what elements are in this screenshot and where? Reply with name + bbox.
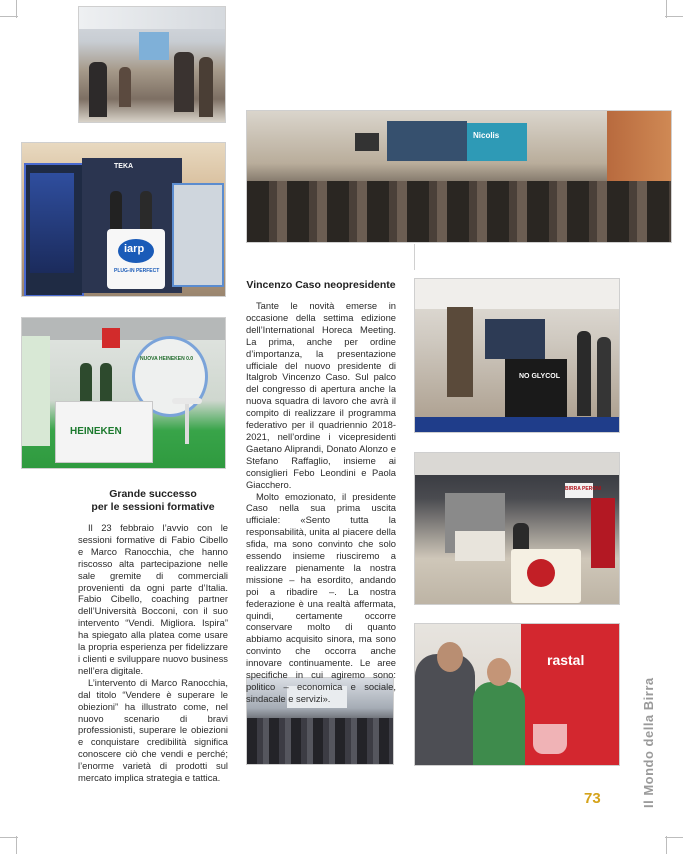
photo-rastal-booth [414, 623, 620, 766]
teka-brand-text: TEKA [114, 163, 134, 170]
photo-crowd [246, 110, 672, 243]
paragraph: Molto emozionato, il presidente Caso nella sua prima uscita ufficiale: «Sento tutta la responsabilità, unita al piacere della sfida, ma sono convinto che solo essendo insieme riusciremo a realizzare pienamente la nostra missione – ha esordito, andando poi a ribadire –. La nostra federazione è una realtà affermata, quindi, certamente occorre conservare molto di quanto abbiamo acquisito sinora, ma sono convinto che occorra anche innovare continuamente. Le aree specifiche in cui agiremo sono: politico – economica e sociale, sindacale e servizi». [246, 490, 396, 704]
heineken-zero-text: NUOVA HEINEKEN 0.0 [140, 356, 194, 362]
noglycol-sign-text: NO GLYCOL [519, 373, 560, 380]
section-heading-line2: per le sessioni formative [91, 501, 215, 513]
photo-heineken-booth [21, 317, 226, 469]
paragraph: L’intervento di Marco Ranocchia, dal titolo “Vendere è superare le obiezioni” ha illustrato come, nel nuovo scenario di bravi professionisti, superare le obiezioni e conquistare credibilità significa conoscere ciò che vendi e perché; l’enorme varietà di prodotti sul mercato implica strategia e tattica. [78, 676, 228, 784]
magazine-title: Il Mondo della Birra [641, 677, 656, 808]
rastal-logo-text: rastal [547, 652, 585, 668]
photo-peroni-booth [414, 452, 620, 605]
page-number: 73 [584, 790, 601, 807]
section-heading [78, 488, 228, 514]
paragraph: Tante le novità emerse in occasione della settima edizione dell’International Horeca Meeting. La prima, anche per ordine d’importanza, la presentazione ufficiale del nuovo presidente di Italgrob Vincenzo Caso. Sul palco del congresso di apertura anche la nuova squadra di lavoro che avrà il compito di realizzare il programma federativo per il quadriennio 2018-2021, nell’ordine i vicepresidenti Gaetano Aliprandi, Donato Alonzo e Stefano Raffaglio, insieme ai consiglieri Febo Leondini e Paola Giacchero. [246, 300, 396, 490]
photo-exhibition-hall [78, 6, 226, 123]
crop-mark [16, 836, 17, 854]
column-divider [414, 244, 415, 270]
crop-mark [665, 837, 683, 838]
article-heading: Vincenzo Caso neopresidente [246, 279, 396, 291]
crop-mark [666, 836, 667, 854]
paragraph: Il 23 febbraio l’avvio con le sessioni formative di Fabio Cibello e Marco Ranocchia, che hanno riscosso alta partecipazione nelle sale gremite di commerciali provenienti da ogni parte d’Italia. Fabio Cibello, coaching partner dell’Università Bocconi, con il suo intervento “Vendi. Migliora. Ispira” ha spiegato alla platea come usare la propria esperienza per fidelizzare i clienti e sviluppare nuovo business nell’era digitale. [78, 522, 228, 676]
crowd-sign-text: Nicolis [473, 131, 500, 140]
iarp-sub-text: PLUG-IN PERFECT [114, 268, 160, 274]
photo-noglycol-booth [414, 278, 620, 433]
article-body-right [246, 300, 396, 705]
crop-mark [0, 837, 18, 838]
heineken-logo-text: HEINEKEN [70, 426, 122, 437]
crop-mark [0, 16, 18, 17]
section-heading-line1: Grande successo [109, 488, 197, 500]
peroni-sign-text: BIRRA PERONI [565, 486, 602, 492]
crop-mark [665, 16, 683, 17]
iarp-logo-text: iarp [124, 243, 145, 255]
article-body-left [78, 522, 228, 784]
photo-iarp-booth [21, 142, 226, 297]
